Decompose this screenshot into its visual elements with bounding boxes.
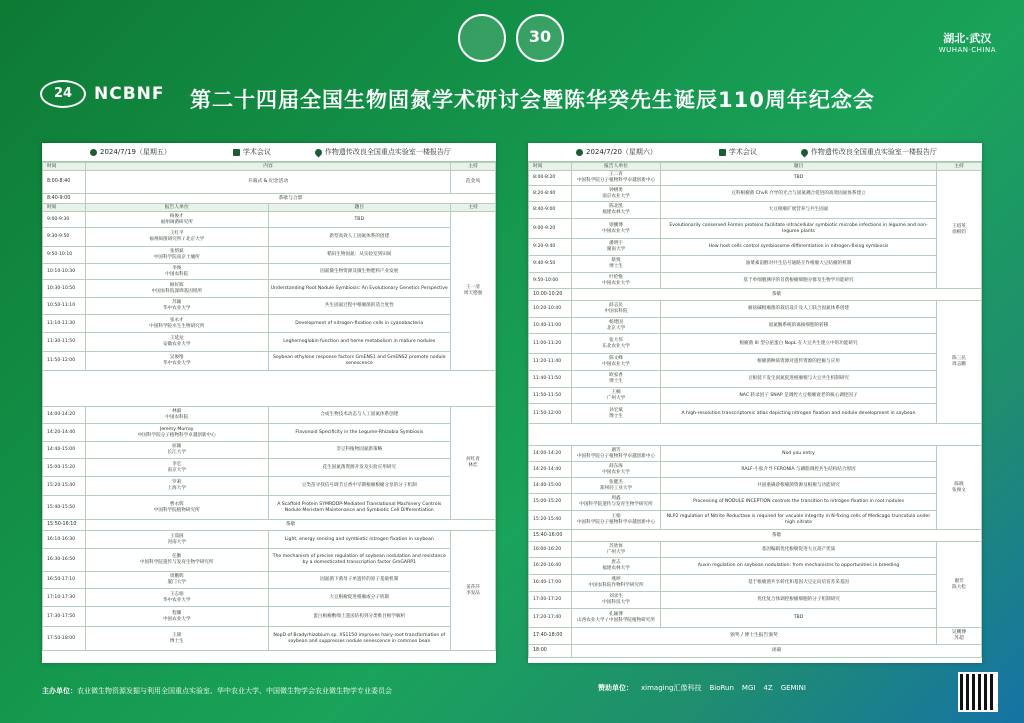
time-cell: 8:40-9:00	[529, 202, 572, 219]
chair-cell: 姜莎莎 李发品	[451, 531, 496, 651]
table-row	[43, 572, 496, 589]
qr-code[interactable]	[958, 672, 998, 712]
topic-cell: 共固重确诊根瘤菌资源及根瘤与功能研究	[661, 478, 937, 494]
sponsor-logo: BioRun	[709, 684, 734, 692]
time-cell: 17:10-17:30	[43, 589, 86, 607]
topic-cell: NLP2 regulation of Nitrite Reductase is required for vacuole integrity in N-fixing cells of Medicago truncatula under high nitrate	[661, 511, 937, 530]
time-cell: 15:40-15:50	[43, 496, 86, 520]
table-row	[43, 407, 496, 424]
sponsor-logo: ximaging汇像科技	[641, 684, 702, 692]
table-row	[529, 256, 982, 273]
time-cell: 16:00-16:20	[529, 542, 572, 558]
time-cell: 17:20-17:40	[529, 609, 572, 628]
topic-cell: 固氮菌下菌母子单遗传的原子基础机制	[268, 572, 451, 589]
topic-cell: 蛋白根瘤敷细土遗送结构到分类维目根学解析	[268, 607, 451, 627]
speaker-cell: 李俊 中国农科院	[86, 264, 269, 280]
speaker-cell: 孙宏斌 博士生	[572, 404, 661, 424]
speaker-cell: 周鹏辉 厦门大学	[86, 572, 269, 589]
speaker-cell: 林毅 中国农科院	[86, 407, 269, 424]
time-cell: 16:40-17:00	[529, 575, 572, 592]
speaker-cell: 薛东海 中国农业大学	[572, 462, 661, 478]
speaker-cell: 唐志 福建农林大学	[572, 558, 661, 575]
speaker-cell: 顾好晖 中国农科院深圳基因组所	[86, 280, 269, 298]
table-row	[529, 609, 982, 628]
table-row	[529, 462, 982, 478]
topic-cell: 稻田生物固氮：从实验室到田间	[268, 247, 451, 264]
topic-cell: 油菜素甾醇对共生信号通路互作根瘤大豆结瘤的机制	[661, 256, 937, 273]
sponsors: 赞助单位： ximaging汇像科技 BioRun MGI 4Z GEMINI	[598, 684, 806, 692]
topic-cell: 大豆根瘤促进根瘤或分子机制	[268, 589, 451, 607]
time-cell: 11:40-11:50	[529, 371, 572, 388]
speaker-cell: 苏颖 华中农业大学	[86, 298, 269, 315]
table-row	[43, 247, 496, 264]
table-row	[529, 301, 982, 318]
chair-cell: 王一清 周天德强	[451, 212, 496, 371]
table-row	[43, 442, 496, 459]
speaker-cell: 曹永辉 中国科学院植物研究所	[86, 496, 269, 520]
anniversary-logo: 30	[516, 14, 564, 62]
time-cell: 11:50-11:50	[529, 388, 572, 404]
speaker-cell: 孔颖博 山西农业大学 / 中国科学院植物研究所	[572, 609, 661, 628]
table-row	[529, 371, 982, 388]
chair-cell: 陈晓 张俊文	[937, 446, 982, 530]
speaker-cell: 王志娟 华中农业大学	[86, 589, 269, 607]
topic-cell: 固氮微生物资源及微生物肥料产业发展	[268, 264, 451, 280]
topic-cell: 花生固氮菌资源开发及实验应用研究	[268, 459, 451, 477]
organizers: 主办单位：农业微生物资源发掘与利用全国重点实验室、华中农业大学、中国微生物学会农业微生物学专业委员会	[42, 687, 392, 695]
topic-cell: TBD	[661, 609, 937, 628]
topic-cell: 根瘤菌种质资源对遗传资源的挖掘与应用	[661, 354, 937, 371]
sponsor-logo: GEMINI	[780, 684, 806, 692]
speaker-cell: 陈北凯 福建农林大学	[572, 202, 661, 219]
time-cell: 15:00-15:20	[529, 494, 572, 511]
chair-cell: 何红青 林恋	[451, 407, 496, 520]
location-pin-icon	[313, 147, 323, 157]
speaker-cell: 王茹圆 河南大学	[86, 531, 269, 549]
speaker-cell: 陈文峰 中国农业大学	[572, 354, 661, 371]
speaker-cell: 王娟 中国科学院分子植物科学卓越创新中心	[572, 511, 661, 530]
clock-icon	[90, 149, 97, 156]
speaker-cell: 王锦 博士生	[86, 627, 269, 651]
time-cell: 11:50-12:00	[529, 404, 572, 424]
topic-cell: 新型高效人工固氮体系的创建	[268, 228, 451, 247]
topic-cell: 优化复合体调控根瘤细胞的分子机制研究	[661, 592, 937, 609]
topic-cell: 基因编辑优化根瘤促进大豆高产优质	[661, 542, 937, 558]
speaker-cell: 李宏 南京大学	[86, 459, 269, 477]
time-cell: 8:20-8:40	[529, 186, 572, 202]
page-title: 第二十四届全国生物固氮学术研讨会暨陈华癸先生诞辰110周年纪念会	[190, 88, 875, 112]
speaker-cell: 梁鹏博 中国农业大学	[572, 219, 661, 239]
speaker-cell: 蔡悦 博士生	[572, 256, 661, 273]
table-row	[529, 404, 982, 424]
topic-cell: 豆根低下发生固氮促进根瘤根与大豆共生机制研究	[661, 371, 937, 388]
clock-icon	[576, 149, 583, 156]
table-row	[43, 228, 496, 247]
location: 湖北·武汉 WUHAN·CHINA	[938, 32, 996, 54]
topic-cell: 非豆科植物固氮新策略	[268, 442, 451, 459]
time-cell: 16:50-17:10	[43, 572, 86, 589]
topic-cell: Leghemoglobin function and heme metabolism in mature nodules	[268, 333, 451, 352]
topic-cell: Nod you entry	[661, 446, 937, 462]
sponsor-logo: 4Z	[763, 684, 773, 692]
time-cell: 11:30-11:50	[43, 333, 86, 352]
table-row	[43, 496, 496, 520]
table-row	[529, 542, 982, 558]
topic-cell: 合成生物技术动态与人工固氮体系创建	[268, 407, 451, 424]
speaker-cell: 潘明宇 湖南大学	[572, 239, 661, 256]
topic-cell: Flavonoid Specificity in the Legume-Rhizobia Symbiosis	[268, 424, 451, 442]
time-cell: 11:10-11:30	[43, 315, 86, 333]
topic-cell: 耐盐碱根瘤菌的栽培设计及人工联合固氮体系创建	[661, 301, 937, 318]
table-row	[529, 219, 982, 239]
table-row	[529, 273, 982, 289]
table-row	[529, 171, 982, 186]
time-cell: 17:00-17:20	[529, 592, 572, 609]
chair-cell: 王绍英 徐根钧	[937, 171, 982, 289]
speaker-cell: 杨俊才 福州闽菌研究所	[86, 212, 269, 228]
university-logo	[458, 14, 506, 62]
topic-cell: Processing of NODULE INCEPTION controls the transition to nitrogen fixation in root nodules	[661, 494, 937, 511]
topic-cell: 共生固氮过程中根瘤菌的适合度性	[268, 298, 451, 315]
topic-cell: Understanding Root Nodule Symbiosis: An Evolutionary Genetics Perspective	[268, 280, 451, 298]
time-cell: 10:40-11:00	[529, 318, 572, 334]
table-row	[529, 388, 982, 404]
speaker-cell: 周鑫 中国科学院遗传与发育生物学研究所	[572, 494, 661, 511]
schedule-day2	[528, 143, 982, 663]
table-row	[529, 478, 982, 494]
schedule-table: 时间 内容 主持 8:00-8:40 开幕式 & 纪念活动 范金凤 8:40-9:00 茶歇与合影 时间 报告人单位 题目 主持 9:00-9:30 杨俊才 福州闽菌研究所 TBD 王一清 周天德强 9:30-9:50 王红平 福州闽菌研究所 / 北京大学 新型高效人工固氮体系的创建 9:50-10:10 张熔斌 中国科学院南京土壤所 稻田生物固氮：从实验室到田间 10:10-10:30 李俊 中国农科院 固氮微生物资源及微生物肥料产业发展 10:30-10:50 顾好晖 中国农科院深圳基因组所 Understanding Root Nodule Symbiosis: An Evolutionary Genetics Perspective 10:50-11:10 苏颖 华中农业大学 共生固氮过程中根瘤菌的适合度性 11:10-11:30 张永才 中国科学院水生生物研究所 Development of nitrogen-fixation cells in cyanobacteria 11:30-11:50 王延龙 安徽农业大学 Leghemoglobin function and heme metabolism in mature nodules 11:50-12:00 吴俊维 华中农业大学 Soybean ethylene response factors GmENS1 and GmENS2 promote nodule senescence 14:00-14:20 林毅 中国农科院 合成生物技术动态与人工固氮体系创建 何红青 林恋 14:20-14:40 Jeremy Murray 中国科学院分子植物科学卓越创新中心 Flavonoid Specificity in the Legume-Rhizobia Symbiosis 14:40-15:00 屈颖 长江大学 非豆科植物固氮新策略 15:00-15:20 李宏 南京大学 花生固氮菌资源开发及实验应用研究 15:20-15:40 罗莉 上海大学 豆类苗寻找信号调节豆香中早期根瘤根瘤分泵的分子机制 15:40-15:50 曹永辉 中国科学院植物研究所 A Scaffold Protein SYMRDDP-Mediated Translational Machinery Controls Nodule Meristem Maintenance and Symbiotic Cell Differentiation 15:50-16:10 茶歇 16:10-16:30 王茹圆 河南大学 Light, energy sensing and symbiotic nitrogen fixation in soybean 姜莎莎 李发品 16:30-16:50 任勤 中国科学院遗传与发育生物学研究所 The mechanism of precise regulation of soybean nodulation and resistance by a domesticated transcription factor GmGARP1 16:50-17:10 周鹏辉 厦门大学 固氮菌下菌母子单遗传的原子基础机制 17:10-17:30 王志娟 华中农业大学 大豆根瘤促进根瘤或分子机制 17:30-17:50 程耀 中国农业大学 蛋白根瘤敷细土遗送结构到分类维目根学解析 17:50-18:00 王锦 博士生 NopD of Bradyrhizobium sp. XS1150 improves hairy-root transformation of soybean and suppresses nodule senescence in common bean	[42, 162, 496, 651]
speaker-cell: 张永才 中国科学院水生生物研究所	[86, 315, 269, 333]
speaker-cell: 张熔斌 中国科学院南京土壤所	[86, 247, 269, 264]
speaker-cell: 王楠 广州大学	[572, 388, 661, 404]
table-row	[43, 264, 496, 280]
topic-cell: Development of nitrogen-fixation cells in cyanobacteria	[268, 315, 451, 333]
location-pin-icon	[799, 147, 809, 157]
time-cell: 15:00-15:20	[43, 459, 86, 477]
topic-cell: 固氮酶系统的离核细胞的转移	[661, 318, 937, 334]
table-row	[529, 592, 982, 609]
time-cell: 14:00-14:20	[529, 446, 572, 462]
topic-cell: NAC 转录因子 SNAP 是调控大豆根瘤衰老的核心调控因子	[661, 388, 937, 404]
time-cell: 9:30-9:50	[43, 228, 86, 247]
table-row	[529, 575, 982, 592]
topic-cell: 基于单细胞测序的苜蓿根瘤细胞分群及生物学功能研究	[661, 273, 937, 289]
topic-cell: The mechanism of precise regulation of soybean nodulation and resistance by a domesticated transcription factor GmGARP1	[268, 549, 451, 572]
time-cell: 14:40-15:00	[529, 478, 572, 494]
chair-cell: 谢芳 陈大松	[937, 542, 982, 628]
table-row	[43, 607, 496, 627]
speaker-cell: 欧家香 博士生	[572, 371, 661, 388]
speaker-cell: 程耀 中国农业大学	[86, 607, 269, 627]
table-row	[529, 334, 982, 354]
table-row	[43, 333, 496, 352]
speaker-cell: 刘求生 中国科技大学	[572, 592, 661, 609]
speaker-cell: 张健杰 郑州轻工业大学	[572, 478, 661, 494]
time-cell: 15:20-15:40	[43, 477, 86, 496]
topic-cell: TBD	[661, 171, 937, 186]
table-row	[43, 477, 496, 496]
time-cell: 9:40-9:50	[529, 256, 572, 273]
speaker-cell: 王红平 福州闽菌研究所 / 北京大学	[86, 228, 269, 247]
table-row	[529, 511, 982, 530]
table-row	[529, 446, 982, 462]
topic-cell: 豆科根瘤菌 ChvR 介导的光合与固氮耦合促进的高效固氮体系建立	[661, 186, 937, 202]
sponsor-logo: MGI	[741, 684, 756, 692]
time-cell: 9:00-9:20	[529, 219, 572, 239]
table-row	[43, 315, 496, 333]
time-cell: 16:30-16:50	[43, 549, 86, 572]
time-cell: 9:50-10:00	[529, 273, 572, 289]
topic-cell: How host cells control symbiosome differentiation in nitrogen-fixing symbiosis	[661, 239, 937, 256]
speaker-cell: 叶伦惟 中国农业大学	[572, 273, 661, 289]
speaker-cell: 王二青 中国科学院分子植物科学卓越创新中心	[572, 171, 661, 186]
time-cell: 11:00-11:20	[529, 334, 572, 354]
speaker-cell: 屈颖 长江大学	[86, 442, 269, 459]
time-cell: 9:20-9:40	[529, 239, 572, 256]
speaker-cell: 吴俊维 华中农业大学	[86, 352, 269, 371]
time-cell: 14:40-15:00	[43, 442, 86, 459]
topic-cell: 大豆根瘤扩展营养与共生固氮	[661, 202, 937, 219]
table-row	[43, 531, 496, 549]
table-row	[43, 459, 496, 477]
header: 30 湖北·武汉 WUHAN·CHINA 24 NCBNF 第二十四届全国生物固氮学术研讨会暨陈华癸先生诞辰110周年纪念会	[0, 0, 1024, 135]
table-row	[529, 494, 982, 511]
topic-cell: NopD of Bradyrhizobium sp. XS1150 improves hairy-root transformation of soybean and suppresses nodule senescence in common bean	[268, 627, 451, 651]
time-cell: 16:20-16:40	[529, 558, 572, 575]
speaker-cell: 苏欣体 广州大学	[572, 542, 661, 558]
time-cell: 11:20-11:40	[529, 354, 572, 371]
speaker-cell: 燕坤 中国农科院作物科学研究所	[572, 575, 661, 592]
schedule-table: 时间 报告人单位 题目 主持 8:00-8:20 王二青 中国科学院分子植物科学卓越创新中心 TBD 王绍英 徐根钧 8:20-8:40 钟缮勇 南京农业大学 豆科根瘤菌 ChvR 介导的光合与固氮耦合促进的高效固氮体系建立 8:40-9:00 陈北凯 福建农林大学 大豆根瘤扩展营养与共生固氮 9:00-9:20 梁鹏博 中国农业大学 Evolutionarily conserved Formin proteins facilitate intracellular symbiotic microbe infections in legume and non-legume plants 9:20-9:40 潘明宇 湖南大学 How host cells control symbiosome differentiation in nitrogen-fixing symbiosis 9:40-9:50 蔡悦 博士生 油菜素甾醇对共生信号通路互作根瘤大豆结瘤的机制 9:50-10:00 叶伦惟 中国农业大学 基于单细胞测序的苜蓿根瘤细胞分群及生物学功能研究 10:00-10:20 茶歇 10:20-10:40 薛志民 中国农科院 耐盐碱根瘤菌的栽培设计及人工联合固氮体系创建 陈三民 周志鹏 10:40-11:00 杨建国 北京大学 固氮酶系统的离核细胞的转移 11:00-11:20 张大伟 东北农业大学 根瘤菌 III 型分泌蛋白 NopL 在大豆共生建立中的功能研究 11:20-11:40 陈文峰 中国农业大学 根瘤菌种质资源对遗传资源的挖掘与应用 11:40-11:50 欧家香 博士生 豆根低下发生固氮促进根瘤根与大豆共生机制研究 11:50-11:50 王楠 广州大学 NAC 转录因子 SNAP 是调控大豆根瘤衰老的核心调控因子 11:50-12:00 孙宏斌 博士生 A high-resolution transcriptomic atlas depicting nitrogen fixation and nodule development in soybean 14:00-14:20 谢芳 中国科学院分子植物科学卓越创新中心 Nod you entry 陈晓 张俊文 14:20-14:40 薛东海 中国农业大学 RALF-小肽介导 FERONIA 与磷脂调控共生结构结合原因 14:40-15:00 张健杰 郑州轻工业大学 共固重确诊根瘤菌资源及根瘤与功能研究 15:00-15:20 周鑫 中国科学院遗传与发育生物学研究所 Processing of NODULE INCEPTION controls the transition to nitrogen fixation in root nodules 15:20-15:40 王娟 中国科学院分子植物科学卓越创新中心 NLP2 regulation of Nitrite Reductase is required for vacuole integrity in N-fixing cells of Medicago truncatula under high nitrate 15:40-16:00 茶歇 16:00-16:20 苏欣体 广州大学 基因编辑优化根瘤促进大豆高产优质 谢芳 陈大松 16:20-16:40 唐志 福建农林大学 Auxin regulation on soybean nodulation: from mechanisms to opportunities in breeding 16:40-17:00 燕坤 中国农科院作物科学研究所 基于根瘤菌共享转化和基因大豆定向培育苏采基因 17:00-17:20 刘求生 中国科技大学 优化复合体调控根瘤细胞的分子机制研究 17:20-17:40 孔颖博 山西农业大学 / 中国科学院植物研究所 TBD 17:40-18:00 颁奖 / 博士生报告颁奖 吴鹏博 苏超 18:00 闭幕	[528, 162, 982, 658]
time-cell: 17:50-18:00	[43, 627, 86, 651]
table-row	[529, 186, 982, 202]
time-cell: 14:20-14:40	[43, 424, 86, 442]
time-cell: 10:30-10:50	[43, 280, 86, 298]
meeting-icon	[233, 149, 240, 156]
topic-cell: Evolutionarily conserved Formin proteins facilitate intracellular symbiotic microbe infections in legume and non-legume plants	[661, 219, 937, 239]
topic-cell: Light, energy sensing and symbiotic nitrogen fixation in soybean	[268, 531, 451, 549]
table-row	[43, 424, 496, 442]
day-header: 2024/7/20（星期六） 学术会议 作物遗传改良全国重点实验室一楼报告厅	[528, 143, 982, 162]
time-cell: 8:00-8:20	[529, 171, 572, 186]
time-cell: 16:10-16:30	[43, 531, 86, 549]
table-row	[43, 549, 496, 572]
time-cell: 14:00-14:20	[43, 407, 86, 424]
table-row	[43, 212, 496, 228]
table-row	[529, 558, 982, 575]
topic-cell: TBD	[268, 212, 451, 228]
day-header: 2024/7/19（星期五） 学术会议 作物遗传改良全国重点实验室一楼报告厅	[42, 143, 496, 162]
topic-cell: RALF-小肽介导 FERONIA 与磷脂调控共生结构结合原因	[661, 462, 937, 478]
topic-cell: 根瘤菌 III 型分泌蛋白 NopL 在大豆共生建立中的功能研究	[661, 334, 937, 354]
time-cell: 9:00-9:30	[43, 212, 86, 228]
time-cell: 10:20-10:40	[529, 301, 572, 318]
time-cell: 10:10-10:30	[43, 264, 86, 280]
topic-cell: A Scaffold Protein SYMRDDP-Mediated Translational Machinery Controls Nodule Meristem Maintenance and Symbiotic Cell Differentiation	[268, 496, 451, 520]
speaker-cell: 任勤 中国科学院遗传与发育生物学研究所	[86, 549, 269, 572]
time-cell: 15:20-15:40	[529, 511, 572, 530]
speaker-cell: 钟缮勇 南京农业大学	[572, 186, 661, 202]
topic-cell: Auxin regulation on soybean nodulation: from mechanisms to opportunities in breeding	[661, 558, 937, 575]
meeting-icon	[719, 149, 726, 156]
table-row	[529, 239, 982, 256]
topic-cell: 豆类苗寻找信号调节豆香中早期根瘤根瘤分泵的分子机制	[268, 477, 451, 496]
time-cell: 11:50-12:00	[43, 352, 86, 371]
speaker-cell: 谢芳 中国科学院分子植物科学卓越创新中心	[572, 446, 661, 462]
schedule-day1	[42, 143, 496, 663]
time-cell: 17:30-17:50	[43, 607, 86, 627]
time-cell: 9:50-10:10	[43, 247, 86, 264]
time-cell: 10:50-11:10	[43, 298, 86, 315]
speaker-cell: 王延龙 安徽农业大学	[86, 333, 269, 352]
table-row	[43, 280, 496, 298]
speaker-cell: Jeremy Murray 中国科学院分子植物科学卓越创新中心	[86, 424, 269, 442]
table-row	[43, 352, 496, 371]
table-row	[529, 354, 982, 371]
table-row	[529, 318, 982, 334]
table-row	[529, 202, 982, 219]
topic-cell: 基于根瘤菌共享转化和基因大豆定向培育苏采基因	[661, 575, 937, 592]
speaker-cell: 张大伟 东北农业大学	[572, 334, 661, 354]
table-row	[43, 627, 496, 651]
time-cell: 14:20-14:40	[529, 462, 572, 478]
table-row	[43, 589, 496, 607]
speaker-cell: 罗莉 上海大学	[86, 477, 269, 496]
topic-cell: Soybean ethylene response factors GmENS1 and GmENS2 promote nodule senescence	[268, 352, 451, 371]
table-row	[43, 298, 496, 315]
speaker-cell: 杨建国 北京大学	[572, 318, 661, 334]
speaker-cell: 薛志民 中国农科院	[572, 301, 661, 318]
chair-cell: 陈三民 周志鹏	[937, 301, 982, 424]
topic-cell: A high-resolution transcriptomic atlas depicting nitrogen fixation and nodule development in soybean	[661, 404, 937, 424]
